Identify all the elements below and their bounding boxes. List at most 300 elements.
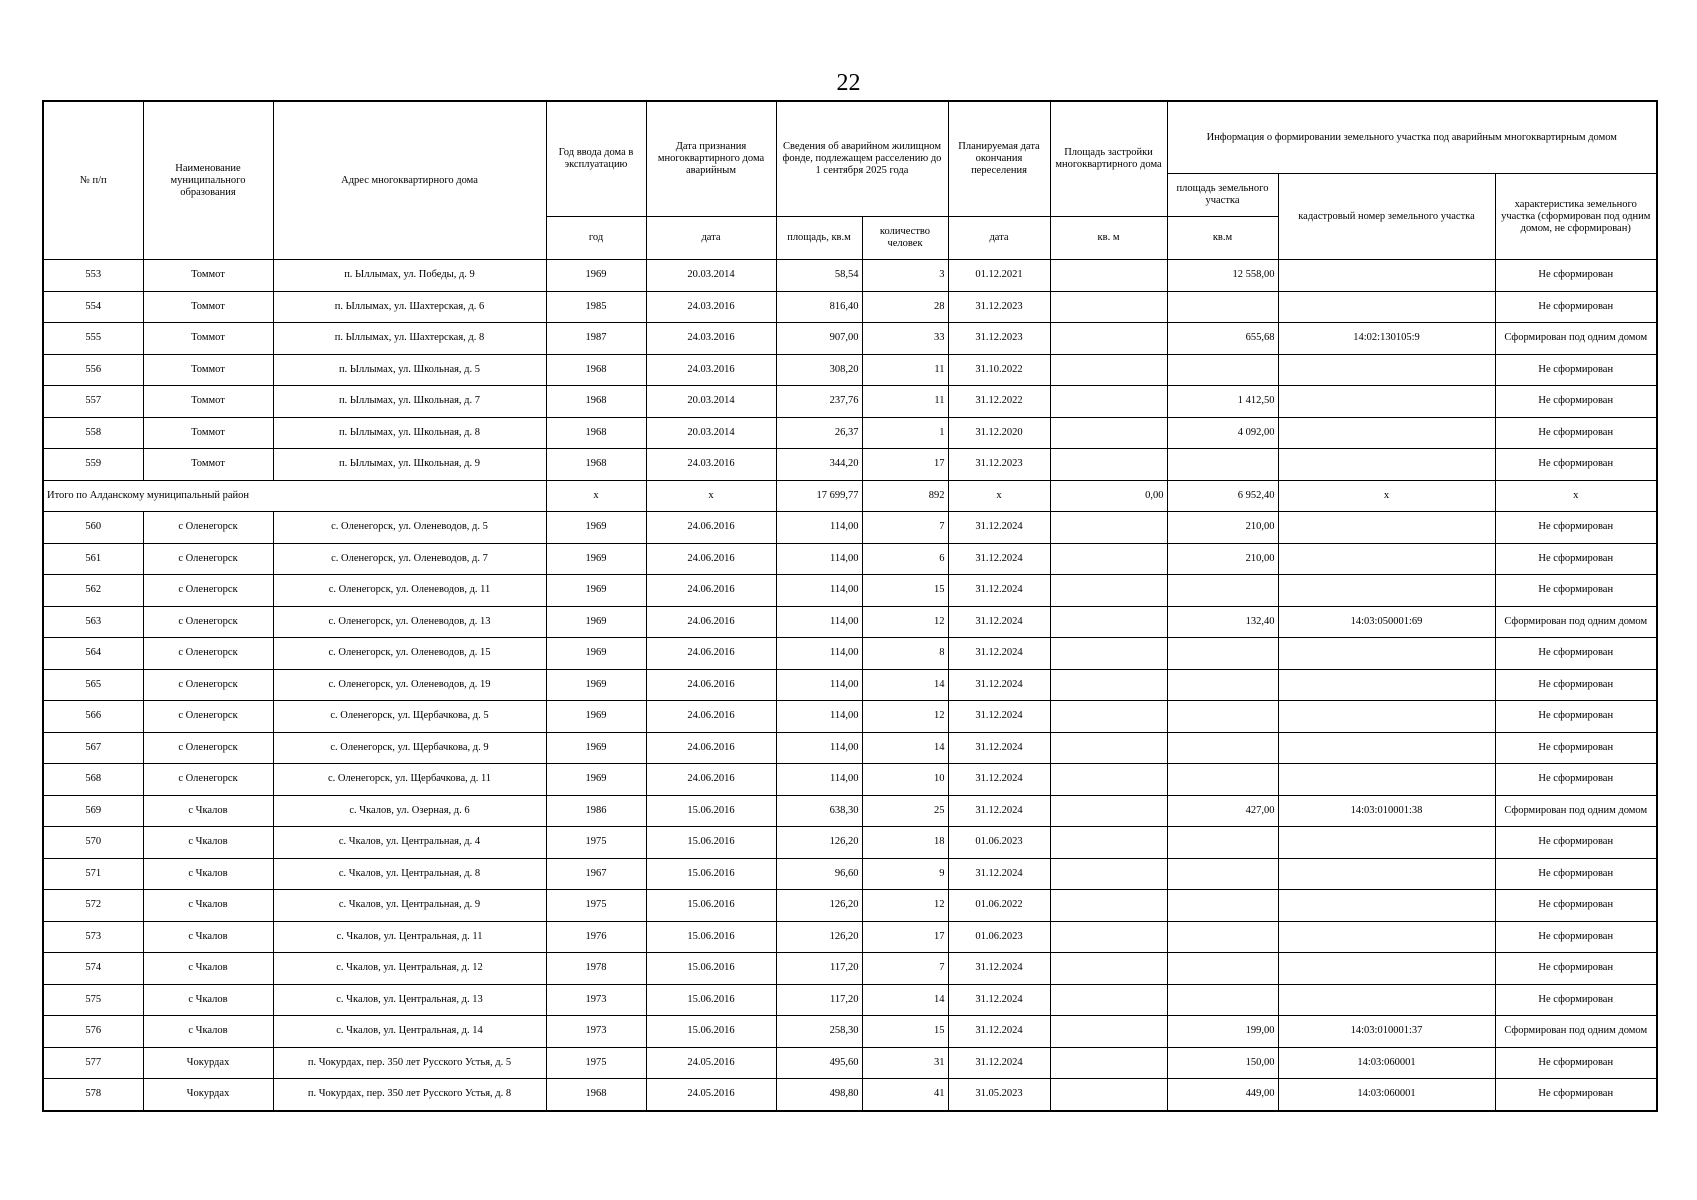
cell-people: 28 xyxy=(862,291,948,323)
cell-people: 31 xyxy=(862,1047,948,1079)
cell-people: 12 xyxy=(862,606,948,638)
cell-address: с. Чкалов, ул. Центральная, д. 8 xyxy=(273,858,546,890)
table-row xyxy=(43,386,1657,418)
cell-municipality: Томмот xyxy=(143,449,273,481)
cell-planned: 31.12.2024 xyxy=(948,795,1050,827)
total-area: 17 699,77 xyxy=(776,480,862,512)
cell-characteristic: Не сформирован xyxy=(1495,638,1657,670)
table-row xyxy=(43,417,1657,449)
cell-address: с. Оленегорск, ул. Щербачкова, д. 9 xyxy=(273,732,546,764)
cell-build-area xyxy=(1050,638,1167,670)
cell-num: 556 xyxy=(43,354,143,386)
cell-area: 126,20 xyxy=(776,921,862,953)
cell-municipality: с Чкалов xyxy=(143,890,273,922)
cell-municipality: с Оленегорск xyxy=(143,606,273,638)
cell-municipality: с Оленегорск xyxy=(143,638,273,670)
cell-characteristic: Не сформирован xyxy=(1495,1047,1657,1079)
col-header-build-area: Площадь застройки многоквартирного дома xyxy=(1050,101,1167,217)
cell-area: 96,60 xyxy=(776,858,862,890)
cell-cadastral xyxy=(1278,449,1495,481)
cell-date: 24.03.2016 xyxy=(646,449,776,481)
cell-year: 1969 xyxy=(546,701,646,733)
cell-land-area: 1 412,50 xyxy=(1167,386,1278,418)
cell-area: 344,20 xyxy=(776,449,862,481)
cell-year: 1969 xyxy=(546,732,646,764)
cell-area: 114,00 xyxy=(776,575,862,607)
cell-num: 559 xyxy=(43,449,143,481)
cell-land-area xyxy=(1167,701,1278,733)
cell-characteristic: Сформирован под одним домом xyxy=(1495,606,1657,638)
cell-people: 25 xyxy=(862,795,948,827)
cell-area: 126,20 xyxy=(776,827,862,859)
cell-characteristic: Сформирован под одним домом xyxy=(1495,323,1657,355)
cell-planned: 01.12.2021 xyxy=(948,260,1050,292)
unit-build-area: кв. м xyxy=(1050,217,1167,260)
cell-cadastral: 14:02:130105:9 xyxy=(1278,323,1495,355)
cell-land-area: 210,00 xyxy=(1167,543,1278,575)
cell-build-area xyxy=(1050,291,1167,323)
cell-num: 566 xyxy=(43,701,143,733)
cell-num: 558 xyxy=(43,417,143,449)
cell-num: 562 xyxy=(43,575,143,607)
cell-year: 1975 xyxy=(546,827,646,859)
cell-address: с. Чкалов, ул. Центральная, д. 12 xyxy=(273,953,546,985)
cell-num: 569 xyxy=(43,795,143,827)
cell-cadastral xyxy=(1278,764,1495,796)
table-row xyxy=(43,354,1657,386)
unit-date: дата xyxy=(646,217,776,260)
total-year: x xyxy=(546,480,646,512)
cell-land-area xyxy=(1167,764,1278,796)
unit-planned: дата xyxy=(948,217,1050,260)
cell-people: 6 xyxy=(862,543,948,575)
table-row xyxy=(43,764,1657,796)
cell-cadastral xyxy=(1278,386,1495,418)
cell-cadastral xyxy=(1278,417,1495,449)
table-row xyxy=(43,638,1657,670)
cell-land-area xyxy=(1167,890,1278,922)
cell-build-area xyxy=(1050,575,1167,607)
cell-num: 570 xyxy=(43,827,143,859)
cell-year: 1969 xyxy=(546,606,646,638)
cell-date: 24.06.2016 xyxy=(646,638,776,670)
cell-build-area xyxy=(1050,921,1167,953)
cell-date: 15.06.2016 xyxy=(646,795,776,827)
cell-year: 1969 xyxy=(546,638,646,670)
cell-characteristic: Не сформирован xyxy=(1495,858,1657,890)
cell-planned: 31.12.2024 xyxy=(948,669,1050,701)
cell-planned: 31.12.2024 xyxy=(948,575,1050,607)
cell-area: 907,00 xyxy=(776,323,862,355)
cell-people: 7 xyxy=(862,953,948,985)
cell-area: 258,30 xyxy=(776,1016,862,1048)
cell-build-area xyxy=(1050,449,1167,481)
cell-people: 11 xyxy=(862,386,948,418)
cell-address: с. Чкалов, ул. Центральная, д. 9 xyxy=(273,890,546,922)
cell-date: 15.06.2016 xyxy=(646,827,776,859)
cell-num: 565 xyxy=(43,669,143,701)
cell-municipality: Томмот xyxy=(143,354,273,386)
cell-planned: 31.12.2024 xyxy=(948,953,1050,985)
cell-characteristic: Не сформирован xyxy=(1495,732,1657,764)
cell-date: 24.06.2016 xyxy=(646,764,776,796)
cell-municipality: Чокурдах xyxy=(143,1047,273,1079)
cell-municipality: с Оленегорск xyxy=(143,764,273,796)
cell-municipality: с Чкалов xyxy=(143,858,273,890)
cell-characteristic: Не сформирован xyxy=(1495,1079,1657,1111)
total-cadastral: x xyxy=(1278,480,1495,512)
cell-build-area xyxy=(1050,858,1167,890)
col-header-land-info: Информация о формировании земельного участка под аварийным многоквартирным домом xyxy=(1167,101,1657,174)
table-row xyxy=(43,575,1657,607)
cell-characteristic: Не сформирован xyxy=(1495,543,1657,575)
cell-year: 1969 xyxy=(546,260,646,292)
cell-num: 578 xyxy=(43,1079,143,1111)
cell-planned: 31.12.2024 xyxy=(948,1047,1050,1079)
cell-build-area xyxy=(1050,323,1167,355)
cell-build-area xyxy=(1050,795,1167,827)
cell-address: п. Ыллымах, ул. Школьная, д. 8 xyxy=(273,417,546,449)
cell-cadastral xyxy=(1278,953,1495,985)
cell-area: 58,54 xyxy=(776,260,862,292)
cell-planned: 31.12.2024 xyxy=(948,858,1050,890)
cell-build-area xyxy=(1050,1016,1167,1048)
cell-build-area xyxy=(1050,953,1167,985)
cell-people: 14 xyxy=(862,984,948,1016)
table-row xyxy=(43,606,1657,638)
cell-address: с. Чкалов, ул. Озерная, д. 6 xyxy=(273,795,546,827)
cell-area: 114,00 xyxy=(776,732,862,764)
total-label: Итого по Алданскому муниципальный район xyxy=(43,480,546,512)
cell-municipality: Томмот xyxy=(143,417,273,449)
cell-planned: 31.12.2024 xyxy=(948,638,1050,670)
cell-people: 8 xyxy=(862,638,948,670)
cell-build-area xyxy=(1050,984,1167,1016)
cell-address: с. Оленегорск, ул. Оленеводов, д. 5 xyxy=(273,512,546,544)
cell-address: с. Оленегорск, ул. Оленеводов, д. 7 xyxy=(273,543,546,575)
table-row xyxy=(43,1079,1657,1111)
cell-area: 114,00 xyxy=(776,543,862,575)
cell-num: 573 xyxy=(43,921,143,953)
cell-address: п. Ыллымах, ул. Победы, д. 9 xyxy=(273,260,546,292)
cell-cadastral xyxy=(1278,575,1495,607)
cell-num: 554 xyxy=(43,291,143,323)
cell-municipality: с Оленегорск xyxy=(143,701,273,733)
cell-build-area xyxy=(1050,827,1167,859)
cell-planned: 01.06.2023 xyxy=(948,827,1050,859)
cell-municipality: с Оленегорск xyxy=(143,732,273,764)
total-planned: x xyxy=(948,480,1050,512)
cell-area: 816,40 xyxy=(776,291,862,323)
cell-cadastral xyxy=(1278,858,1495,890)
cell-cadastral xyxy=(1278,543,1495,575)
cell-land-area: 655,68 xyxy=(1167,323,1278,355)
cell-planned: 31.12.2023 xyxy=(948,291,1050,323)
cell-date: 15.06.2016 xyxy=(646,921,776,953)
cell-land-area xyxy=(1167,921,1278,953)
cell-characteristic: Не сформирован xyxy=(1495,827,1657,859)
cell-planned: 31.12.2024 xyxy=(948,606,1050,638)
cell-area: 114,00 xyxy=(776,764,862,796)
cell-area: 114,00 xyxy=(776,512,862,544)
cell-year: 1975 xyxy=(546,890,646,922)
cell-cadastral xyxy=(1278,701,1495,733)
cell-year: 1967 xyxy=(546,858,646,890)
cell-people: 15 xyxy=(862,575,948,607)
cell-build-area xyxy=(1050,512,1167,544)
cell-year: 1968 xyxy=(546,449,646,481)
cell-people: 14 xyxy=(862,669,948,701)
cell-num: 557 xyxy=(43,386,143,418)
cell-year: 1969 xyxy=(546,543,646,575)
cell-land-area: 150,00 xyxy=(1167,1047,1278,1079)
cell-build-area xyxy=(1050,417,1167,449)
cell-characteristic: Не сформирован xyxy=(1495,449,1657,481)
cell-land-area: 449,00 xyxy=(1167,1079,1278,1111)
cell-planned: 31.12.2023 xyxy=(948,449,1050,481)
cell-date: 15.06.2016 xyxy=(646,890,776,922)
cell-build-area xyxy=(1050,701,1167,733)
cell-municipality: с Чкалов xyxy=(143,984,273,1016)
cell-planned: 31.12.2024 xyxy=(948,701,1050,733)
cell-municipality: с Чкалов xyxy=(143,795,273,827)
col-header-recognition-date: Дата признания многоквартирного дома аварийным xyxy=(646,101,776,217)
cell-date: 20.03.2014 xyxy=(646,260,776,292)
cell-people: 12 xyxy=(862,890,948,922)
cell-date: 24.06.2016 xyxy=(646,701,776,733)
cell-characteristic: Сформирован под одним домом xyxy=(1495,795,1657,827)
cell-land-area xyxy=(1167,354,1278,386)
cell-characteristic: Не сформирован xyxy=(1495,354,1657,386)
cell-address: с. Оленегорск, ул. Оленеводов, д. 19 xyxy=(273,669,546,701)
unit-area: площадь, кв.м xyxy=(776,217,862,260)
table-row xyxy=(43,323,1657,355)
cell-land-area xyxy=(1167,858,1278,890)
cell-land-area: 427,00 xyxy=(1167,795,1278,827)
cell-characteristic: Сформирован под одним домом xyxy=(1495,1016,1657,1048)
cell-year: 1978 xyxy=(546,953,646,985)
cell-cadastral xyxy=(1278,921,1495,953)
cell-address: с. Оленегорск, ул. Оленеводов, д. 13 xyxy=(273,606,546,638)
cell-area: 308,20 xyxy=(776,354,862,386)
cell-year: 1973 xyxy=(546,984,646,1016)
cell-municipality: с Чкалов xyxy=(143,921,273,953)
cell-land-area xyxy=(1167,291,1278,323)
cell-build-area xyxy=(1050,543,1167,575)
total-characteristic: x xyxy=(1495,480,1657,512)
cell-people: 17 xyxy=(862,921,948,953)
total-build-area: 0,00 xyxy=(1050,480,1167,512)
cell-planned: 31.12.2022 xyxy=(948,386,1050,418)
col-header-cadastral: кадастровый номер земельного участка xyxy=(1278,174,1495,260)
cell-land-area: 199,00 xyxy=(1167,1016,1278,1048)
cell-date: 24.06.2016 xyxy=(646,543,776,575)
cell-address: п. Ыллымах, ул. Школьная, д. 7 xyxy=(273,386,546,418)
table-row xyxy=(43,669,1657,701)
cell-date: 24.03.2016 xyxy=(646,354,776,386)
cell-build-area xyxy=(1050,1047,1167,1079)
cell-num: 553 xyxy=(43,260,143,292)
cell-date: 24.06.2016 xyxy=(646,575,776,607)
table-body xyxy=(43,260,1657,1111)
cell-people: 41 xyxy=(862,1079,948,1111)
cell-cadastral: 14:03:050001:69 xyxy=(1278,606,1495,638)
cell-address: п. Ыллымах, ул. Шахтерская, д. 6 xyxy=(273,291,546,323)
cell-land-area: 12 558,00 xyxy=(1167,260,1278,292)
cell-date: 15.06.2016 xyxy=(646,1016,776,1048)
table-row xyxy=(43,984,1657,1016)
cell-cadastral xyxy=(1278,890,1495,922)
cell-land-area: 210,00 xyxy=(1167,512,1278,544)
table-row xyxy=(43,921,1657,953)
cell-date: 24.06.2016 xyxy=(646,606,776,638)
cell-year: 1973 xyxy=(546,1016,646,1048)
cell-land-area xyxy=(1167,984,1278,1016)
cell-date: 24.05.2016 xyxy=(646,1079,776,1111)
cell-characteristic: Не сформирован xyxy=(1495,921,1657,953)
cell-cadastral: 14:03:010001:37 xyxy=(1278,1016,1495,1048)
cell-land-area xyxy=(1167,732,1278,764)
cell-planned: 31.12.2020 xyxy=(948,417,1050,449)
cell-municipality: с Оленегорск xyxy=(143,512,273,544)
table-row xyxy=(43,701,1657,733)
col-header-land-area: площадь земельного участка xyxy=(1167,174,1278,217)
cell-num: 567 xyxy=(43,732,143,764)
cell-characteristic: Не сформирован xyxy=(1495,701,1657,733)
cell-municipality: с Чкалов xyxy=(143,953,273,985)
emergency-housing-table xyxy=(42,100,1658,1112)
cell-cadastral: 14:03:010001:38 xyxy=(1278,795,1495,827)
table-row xyxy=(43,732,1657,764)
cell-municipality: Томмот xyxy=(143,323,273,355)
cell-people: 3 xyxy=(862,260,948,292)
cell-people: 15 xyxy=(862,1016,948,1048)
cell-cadastral xyxy=(1278,512,1495,544)
cell-address: п. Ыллымах, ул. Шахтерская, д. 8 xyxy=(273,323,546,355)
cell-planned: 01.06.2023 xyxy=(948,921,1050,953)
cell-people: 17 xyxy=(862,449,948,481)
cell-address: п. Ыллымах, ул. Школьная, д. 9 xyxy=(273,449,546,481)
col-header-characteristic: характеристика земельного участка (сформирован под одним домом, не сформирован) xyxy=(1495,174,1657,260)
table-row xyxy=(43,858,1657,890)
cell-people: 7 xyxy=(862,512,948,544)
cell-cadastral xyxy=(1278,732,1495,764)
unit-year: год xyxy=(546,217,646,260)
table-row xyxy=(43,543,1657,575)
cell-num: 572 xyxy=(43,890,143,922)
cell-planned: 31.12.2023 xyxy=(948,323,1050,355)
cell-build-area xyxy=(1050,1079,1167,1111)
col-header-municipality: Наименование муниципального образования xyxy=(143,101,273,260)
cell-planned: 31.12.2024 xyxy=(948,512,1050,544)
cell-year: 1969 xyxy=(546,764,646,796)
table-row xyxy=(43,827,1657,859)
cell-year: 1968 xyxy=(546,386,646,418)
total-people: 892 xyxy=(862,480,948,512)
cell-land-area xyxy=(1167,575,1278,607)
cell-date: 24.05.2016 xyxy=(646,1047,776,1079)
cell-area: 237,76 xyxy=(776,386,862,418)
cell-land-area xyxy=(1167,449,1278,481)
cell-characteristic: Не сформирован xyxy=(1495,512,1657,544)
cell-planned: 31.05.2023 xyxy=(948,1079,1050,1111)
cell-people: 12 xyxy=(862,701,948,733)
cell-cadastral xyxy=(1278,669,1495,701)
cell-area: 117,20 xyxy=(776,984,862,1016)
cell-area: 26,37 xyxy=(776,417,862,449)
cell-area: 114,00 xyxy=(776,638,862,670)
cell-planned: 31.12.2024 xyxy=(948,732,1050,764)
cell-address: п. Чокурдах, пер. 350 лет Русского Устья, д. 8 xyxy=(273,1079,546,1111)
cell-num: 555 xyxy=(43,323,143,355)
cell-year: 1987 xyxy=(546,323,646,355)
cell-cadastral xyxy=(1278,260,1495,292)
cell-date: 20.03.2014 xyxy=(646,417,776,449)
table-row xyxy=(43,1047,1657,1079)
cell-date: 15.06.2016 xyxy=(646,858,776,890)
cell-address: с. Оленегорск, ул. Оленеводов, д. 11 xyxy=(273,575,546,607)
cell-land-area: 132,40 xyxy=(1167,606,1278,638)
cell-build-area xyxy=(1050,260,1167,292)
table-row xyxy=(43,890,1657,922)
total-row xyxy=(43,480,1657,512)
cell-municipality: с Чкалов xyxy=(143,1016,273,1048)
cell-area: 117,20 xyxy=(776,953,862,985)
cell-municipality: Томмот xyxy=(143,291,273,323)
cell-municipality: с Оленегорск xyxy=(143,669,273,701)
cell-num: 561 xyxy=(43,543,143,575)
cell-characteristic: Не сформирован xyxy=(1495,984,1657,1016)
cell-people: 11 xyxy=(862,354,948,386)
cell-planned: 31.12.2024 xyxy=(948,543,1050,575)
cell-year: 1968 xyxy=(546,354,646,386)
cell-area: 638,30 xyxy=(776,795,862,827)
cell-area: 498,80 xyxy=(776,1079,862,1111)
cell-people: 33 xyxy=(862,323,948,355)
unit-land-area: кв.м xyxy=(1167,217,1278,260)
cell-build-area xyxy=(1050,354,1167,386)
cell-land-area xyxy=(1167,638,1278,670)
cell-date: 24.03.2016 xyxy=(646,323,776,355)
cell-planned: 31.12.2024 xyxy=(948,764,1050,796)
cell-municipality: Томмот xyxy=(143,386,273,418)
cell-date: 24.06.2016 xyxy=(646,732,776,764)
cell-cadastral xyxy=(1278,827,1495,859)
col-header-planned-date: Планируемая дата окончания переселения xyxy=(948,101,1050,217)
cell-year: 1968 xyxy=(546,1079,646,1111)
cell-area: 126,20 xyxy=(776,890,862,922)
cell-year: 1975 xyxy=(546,1047,646,1079)
cell-cadastral xyxy=(1278,984,1495,1016)
cell-year: 1968 xyxy=(546,417,646,449)
cell-address: с. Чкалов, ул. Центральная, д. 4 xyxy=(273,827,546,859)
cell-characteristic: Не сформирован xyxy=(1495,764,1657,796)
cell-people: 18 xyxy=(862,827,948,859)
cell-municipality: с Оленегорск xyxy=(143,575,273,607)
cell-area: 114,00 xyxy=(776,701,862,733)
col-header-num: № п/п xyxy=(43,101,143,260)
cell-num: 575 xyxy=(43,984,143,1016)
cell-date: 20.03.2014 xyxy=(646,386,776,418)
cell-year: 1969 xyxy=(546,669,646,701)
cell-characteristic: Не сформирован xyxy=(1495,386,1657,418)
page-number: 22 xyxy=(836,70,861,96)
cell-num: 574 xyxy=(43,953,143,985)
cell-land-area xyxy=(1167,669,1278,701)
cell-year: 1985 xyxy=(546,291,646,323)
col-header-address: Адрес многоквартирного дома xyxy=(273,101,546,260)
cell-people: 10 xyxy=(862,764,948,796)
